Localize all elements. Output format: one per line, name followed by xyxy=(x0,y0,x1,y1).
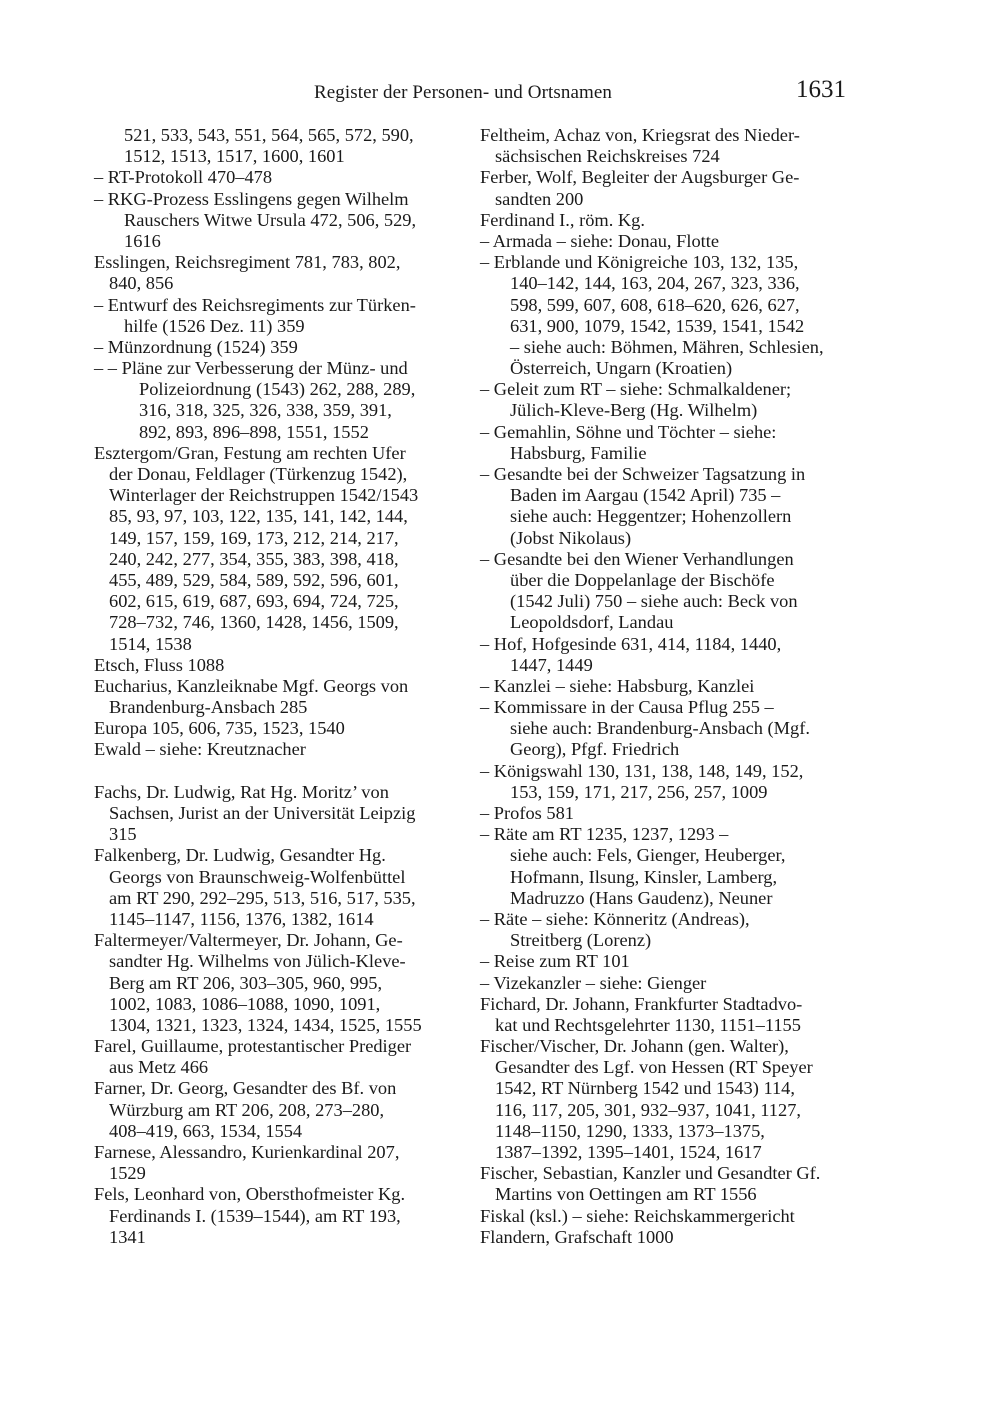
index-entry-line: Feltheim, Achaz von, Kriegsrat des Nieder- xyxy=(480,125,800,145)
index-entry-line: Farnese, Alessandro, Kurienkardinal 207, xyxy=(94,1142,400,1162)
index-entry-line: – RKG-Prozess Esslingens gegen Wilhelm xyxy=(94,188,409,209)
index-entry-line: Fichard, Dr. Johann, Frankfurter Stadtadvo- xyxy=(480,993,803,1014)
index-entry-line: 1512, 1513, 1517, 1600, 1601 xyxy=(124,146,345,167)
index-entry-line: 602, 615, 619, 687, 693, 694, 724, 725, xyxy=(109,591,399,612)
index-entry-line: Ferdinands I. (1539–1544), am RT 193, xyxy=(109,1205,401,1226)
index-entry-line: Fels, Leonhard von, Obersthofmeister Kg. xyxy=(94,1184,406,1205)
index-entry-line: Österreich, Ungarn (Kroatien) xyxy=(510,358,733,379)
index-entry-line: – siehe auch: Böhmen, Mähren, Schlesien, xyxy=(510,336,824,357)
index-entry-line: – Gesandte bei der Schweizer Tagsatzung in xyxy=(480,464,806,484)
index-entry-line: Farner, Dr. Georg, Gesandter des Bf. von xyxy=(94,1078,397,1099)
index-entry-line: – Gemahlin, Söhne und Töchter – siehe: xyxy=(480,421,777,442)
index-entry-line: 315 xyxy=(109,824,137,845)
index-entry-line: 140–142, 144, 163, 204, 267, 323, 336, xyxy=(510,273,800,294)
index-entry-line: 1002, 1083, 1086–1088, 1090, 1091, xyxy=(109,993,381,1014)
index-entry-line: kat und Rechtsgelehrter 1130, 1151–1155 xyxy=(495,1014,801,1035)
index-entry-line: 116, 117, 205, 301, 932–937, 1041, 1127, xyxy=(495,1099,801,1120)
index-entry-line: 598, 599, 607, 608, 618–620, 626, 627, xyxy=(510,294,800,315)
index-entry-line: hilfe (1526 Dez. 11) 359 xyxy=(124,315,305,336)
running-header xyxy=(94,76,846,112)
index-entry-line: Fischer, Sebastian, Kanzler und Gesandter Gf. xyxy=(480,1163,821,1184)
index-entry-line: aus Metz 466 xyxy=(109,1057,209,1078)
index-entry-line: Fachs, Dr. Ludwig, Rat Hg. Moritz’ von xyxy=(94,781,389,802)
index-entry-line: 85, 93, 97, 103, 122, 135, 141, 142, 144, xyxy=(109,506,408,527)
index-entry-line: Esslingen, Reichsregiment 781, 783, 802, xyxy=(94,252,401,273)
index-entry-line: – – Pläne zur Verbesserung der Münz- und xyxy=(94,358,408,379)
index-entry-line: Falkenberg, Dr. Ludwig, Gesandter Hg. xyxy=(94,845,386,866)
index-entry-line: Georgs von Braunschweig-Wolfenbüttel xyxy=(109,866,406,887)
index-entry-line: 153, 159, 171, 217, 256, 257, 1009 xyxy=(510,781,768,802)
index-entry-line: Ferber, Wolf, Begleiter der Augsburger Ge- xyxy=(480,167,800,188)
index-entry-line: Flandern, Grafschaft 1000 xyxy=(480,1226,674,1247)
index-entry-line: sandten 200 xyxy=(495,188,584,209)
index-entry-line: 1341 xyxy=(109,1226,146,1247)
index-entry-line: – Profos 581 xyxy=(480,803,575,823)
index-entry-line: – Kanzlei – siehe: Habsburg, Kanzlei xyxy=(480,675,755,696)
index-entry-line: – Münzordnung (1524) 359 xyxy=(94,336,298,357)
index-entry-line: Fischer/Vischer, Dr. Johann (gen. Walter), xyxy=(480,1036,789,1057)
index-entry-line: Farel, Guillaume, protestantischer Prediger xyxy=(94,1036,412,1057)
index-entry-line: Polizeiordnung (1543) 262, 288, 289, xyxy=(139,379,416,400)
section-gap xyxy=(94,761,466,782)
index-entry-line: 728–732, 746, 1360, 1428, 1456, 1509, xyxy=(109,612,399,633)
index-entry-line: – Vizekanzler – siehe: Gienger xyxy=(480,972,707,993)
index-entry-line: – RT-Protokoll 470–478 xyxy=(94,167,273,188)
index-entry-line: siehe auch: Fels, Gienger, Heuberger, xyxy=(510,845,786,866)
index-entry-line: 455, 489, 529, 584, 589, 592, 596, 601, xyxy=(109,569,399,590)
index-entry-line: Etsch, Fluss 1088 xyxy=(94,654,225,675)
index-entry-line: Baden im Aargau (1542 April) 735 – xyxy=(510,485,781,506)
index-entry-line: – Reise zum RT 101 xyxy=(480,951,630,972)
index-entry-line: über die Doppelanlage der Bischöfe xyxy=(510,569,775,590)
index-entry-line: 1145–1147, 1156, 1376, 1382, 1614 xyxy=(109,908,374,929)
index-entry-line: siehe auch: Brandenburg-Ansbach (Mgf. xyxy=(510,718,810,739)
index-entry-line: 408–419, 663, 1534, 1554 xyxy=(109,1120,303,1141)
index-entry-line: Europa 105, 606, 735, 1523, 1540 xyxy=(94,718,345,739)
index-entry-line: Jülich-Kleve-Berg (Hg. Wilhelm) xyxy=(510,400,758,421)
index-entry-line: Rauschers Witwe Ursula 472, 506, 529, xyxy=(124,209,417,230)
index-entry-line: 1447, 1449 xyxy=(510,654,593,675)
index-entry-line: – Räte – siehe: Könneritz (Andreas), xyxy=(480,908,750,929)
page-number: 1631 xyxy=(796,76,846,103)
index-entry-line: 840, 856 xyxy=(109,273,174,294)
index-entry-line: – Entwurf des Reichsregiments zur Türken- xyxy=(94,294,416,315)
index-entry-line: 631, 900, 1079, 1542, 1539, 1541, 1542 xyxy=(510,315,805,336)
index-entry-line: Ferdinand I., röm. Kg. xyxy=(480,209,645,230)
index-entry-line: Esztergom/Gran, Festung am rechten Ufer xyxy=(94,442,406,463)
index-entry-line: Brandenburg-Ansbach 285 xyxy=(109,697,308,718)
index-entry-line: 149, 157, 159, 169, 173, 212, 214, 217, xyxy=(109,527,399,548)
index-entry-line: Faltermeyer/Valtermeyer, Dr. Johann, Ge- xyxy=(94,930,403,951)
index-entry-line: 1616 xyxy=(124,230,161,251)
index-entry-line: Eucharius, Kanzleiknabe Mgf. Georgs von xyxy=(94,675,409,696)
index-column-left xyxy=(94,125,466,1248)
index-entry-line: sächsischen Reichskreises 724 xyxy=(495,146,720,167)
index-entry-line: Fiskal (ksl.) – siehe: Reichskammergericht xyxy=(480,1205,795,1226)
index-entry-line: Würzburg am RT 206, 208, 273–280, xyxy=(109,1099,385,1120)
index-column-right xyxy=(480,125,856,1248)
index-entry-line: Streitberg (Lorenz) xyxy=(510,930,652,951)
index-entry-line: am RT 290, 292–295, 513, 516, 517, 535, xyxy=(109,887,416,908)
running-title: Register der Personen- und Ortsnamen xyxy=(314,82,613,103)
index-entry-line: – Erblande und Königreiche 103, 132, 135, xyxy=(480,252,799,273)
index-entry-line: sandter Hg. Wilhelms von Jülich-Kleve- xyxy=(109,951,406,972)
index-entry-line: Ewald – siehe: Kreutznacher xyxy=(94,739,306,760)
index-entry-line: Winterlager der Reichstruppen 1542/1543 xyxy=(109,485,419,506)
index-entry-line: 240, 242, 277, 354, 355, 383, 398, 418, xyxy=(109,548,399,569)
index-entry-line: Georg), Pfgf. Friedrich xyxy=(510,739,680,760)
index-entry-line: 521, 533, 543, 551, 564, 565, 572, 590, xyxy=(124,125,414,145)
index-entry-line: – Königswahl 130, 131, 138, 148, 149, 152, xyxy=(480,760,804,781)
index-entry-line: Madruzzo (Hans Gaudenz), Neuner xyxy=(510,887,773,908)
index-entry-line: Martins von Oettingen am RT 1556 xyxy=(495,1184,757,1205)
index-entry-line: – Geleit zum RT – siehe: Schmalkaldener; xyxy=(480,379,792,400)
index-entry-line: (1542 Juli) 750 – siehe auch: Beck von xyxy=(510,591,798,612)
index-entry-line: der Donau, Feldlager (Türkenzug 1542), xyxy=(109,464,408,484)
index-entry-line: – Hof, Hofgesinde 631, 414, 1184, 1440, xyxy=(480,633,782,654)
index-entry-line: 1387–1392, 1395–1401, 1524, 1617 xyxy=(495,1142,762,1162)
index-entry-line: – Armada – siehe: Donau, Flotte xyxy=(480,230,720,251)
index-entry-line: Gesandter des Lgf. von Hessen (RT Speyer xyxy=(495,1057,813,1078)
index-entry-line: 1304, 1321, 1323, 1324, 1434, 1525, 1555 xyxy=(109,1014,422,1035)
index-entry-line: Habsburg, Familie xyxy=(510,442,647,463)
index-entry-line: Berg am RT 206, 303–305, 960, 995, xyxy=(109,972,383,993)
index-entry-line: 1148–1150, 1290, 1333, 1373–1375, xyxy=(495,1120,765,1141)
index-entry-line: 1542, RT Nürnberg 1542 und 1543) 114, xyxy=(495,1078,795,1099)
index-entry-line: – Gesandte bei den Wiener Verhandlungen xyxy=(480,548,794,569)
index-entry-line: 892, 893, 896–898, 1551, 1552 xyxy=(139,421,369,442)
index-entry-line: Hofmann, Ilsung, Kinsler, Lamberg, xyxy=(510,866,778,887)
index-entry-line: 1514, 1538 xyxy=(109,633,192,654)
index-entry-line: 316, 318, 325, 326, 338, 359, 391, xyxy=(139,400,392,421)
index-entry-line: Leopoldsdorf, Landau xyxy=(510,612,674,633)
index-entry-line: – Kommissare in der Causa Pflug 255 – xyxy=(480,697,774,718)
index-entry-line: Sachsen, Jurist an der Universität Leipzig xyxy=(109,803,416,823)
index-entry-line: – Räte am RT 1235, 1237, 1293 – xyxy=(480,824,729,845)
index-entry-line: 1529 xyxy=(109,1163,146,1184)
index-entry-line: (Jobst Nikolaus) xyxy=(510,527,632,548)
index-entry-line: siehe auch: Heggentzer; Hohenzollern xyxy=(510,506,792,527)
